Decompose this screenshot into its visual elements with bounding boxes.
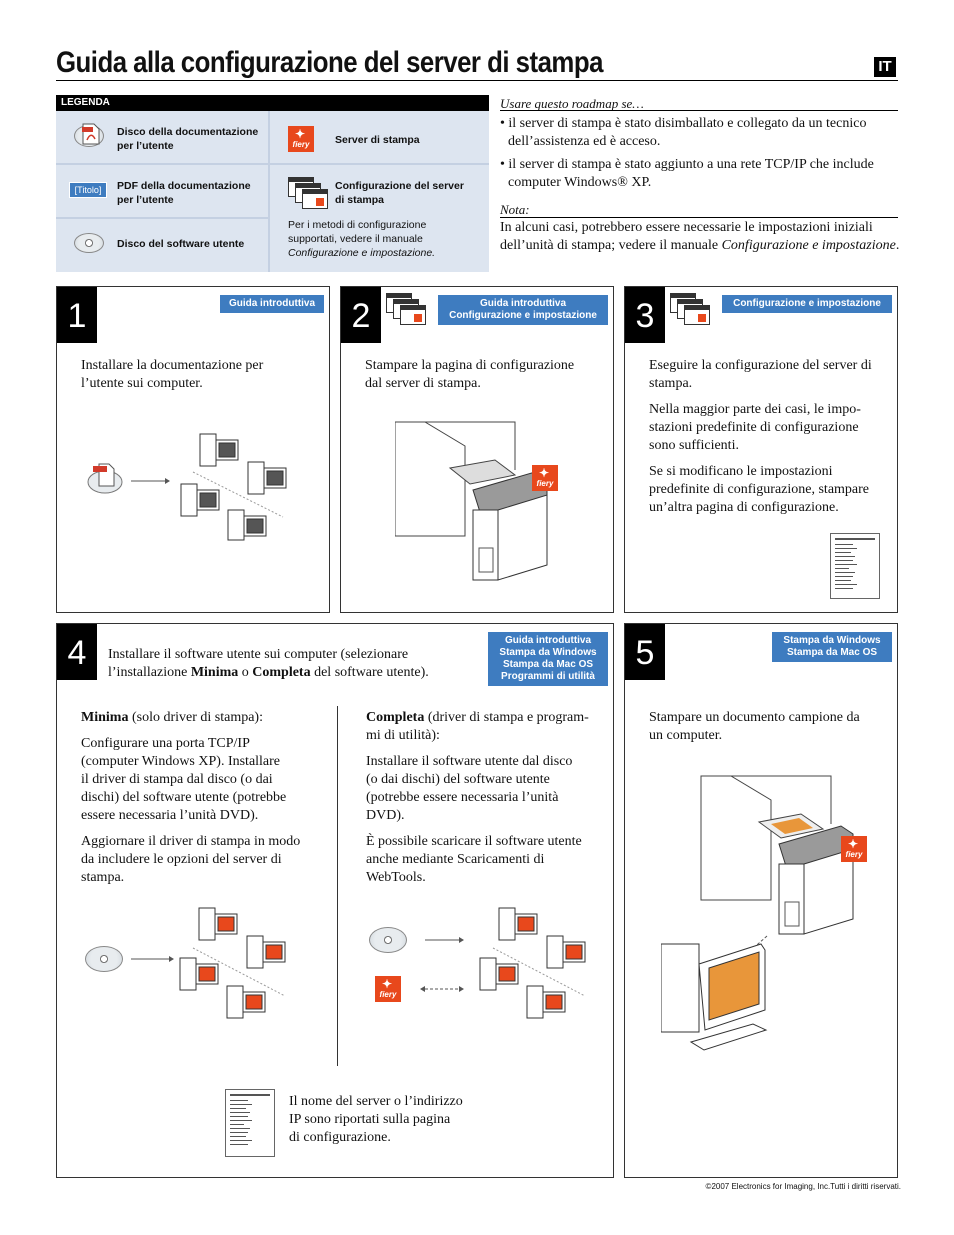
arrow-icon: [131, 954, 175, 964]
config-page-icon: [225, 1089, 275, 1157]
software-disc-icon: [74, 233, 104, 253]
nota-text: In alcuni casi, potrebbero essere necessarie le impostazioni iniziali dell’unità di stampa; vedere il manuale Configurazione e impostazione.: [500, 220, 900, 253]
printer-server-illustration: [395, 420, 565, 585]
step-3-tag: Configurazione e impostazione: [722, 295, 892, 313]
copyright-footer: ©2007 Electronics for Imaging, Inc.Tutti i diritti riservati.: [705, 1182, 901, 1191]
legend-label-doc-disc: Disco della documentazione: [117, 126, 259, 138]
fiery-logo-icon: ✦ fiery: [841, 836, 867, 862]
fiery-logo-icon: ✦ fiery: [375, 976, 401, 1002]
bidirectional-arrow-icon: [419, 984, 465, 994]
step-1-box: [56, 286, 330, 613]
step-2-text: Stampare la pagina di configurazione dal server di stampa.: [365, 358, 575, 391]
page-title: Guida alla configurazione del server di stampa: [56, 46, 603, 79]
arrow-icon: [425, 935, 465, 945]
title-badge: [Titolo]: [69, 182, 107, 198]
software-disc-icon: [85, 946, 123, 972]
bullet-2: • il server di stampa è stato aggiunto a una rete TCP/IP che include computer Windows® XP.: [500, 157, 874, 190]
step-1-text: Installare la documentazione per l’utente sui computer.: [81, 358, 264, 391]
step-2-tag: Guida introduttiva Configurazione e impostazione: [438, 295, 608, 325]
computers-network-illustration: [475, 906, 605, 1036]
step-3-box: [624, 286, 898, 613]
legend-label-config: Configurazione del server: [335, 180, 464, 192]
config-page-icon: [830, 533, 880, 599]
legend-label-software-disc: Disco del software utente: [117, 238, 245, 250]
roadmap-rule: [500, 110, 898, 111]
title-rule: [56, 80, 898, 81]
install-docs-illustration: [83, 422, 298, 542]
language-badge: IT: [874, 57, 896, 77]
nota-heading: Nota:: [500, 202, 530, 217]
step-3-number: 3: [625, 287, 665, 343]
nota-rule: [500, 217, 898, 218]
config-windows-icon: [386, 293, 424, 325]
column-divider: [337, 706, 338, 1066]
fiery-logo-icon: ✦ fiery: [288, 126, 314, 152]
server-name-note: Il nome del server o l’indirizzo IP sono riportati sulla pagina di configurazione.: [289, 1094, 463, 1145]
legend-label-pdf: PDF della documentazione: [117, 180, 251, 192]
pdf-icon: [82, 123, 100, 145]
config-windows-icon: [288, 177, 326, 209]
step-1-tag: Guida introduttiva: [220, 295, 324, 313]
legend-label-print-server: Server di stampa: [335, 134, 420, 146]
config-windows-icon: [670, 293, 708, 325]
software-disc-icon: [369, 927, 407, 953]
computers-network-illustration: [175, 906, 305, 1036]
step-3-text: Eseguire la configurazione del server di stampa. Nella maggior parte dei casi, le impo- stazioni predefinite di configurazione sono sufficienti. Se si modificano le impostazioni predefinite di configurazione, stampare un’altra pagina di configurazione.: [649, 358, 872, 515]
step-5-tag: Stampa da Windows Stampa da Mac OS: [772, 632, 892, 662]
print-sample-illustration: [661, 774, 871, 1074]
legend-note: Per i metodi di configurazione supportati, vedere il manuale Configurazione e impostazione.: [288, 219, 436, 259]
step-4-box: [56, 623, 614, 1178]
step-5-text: Stampare un documento campione da un computer.: [649, 710, 860, 743]
bullet-1: • il server di stampa è stato disimballato e collegato da un tecnico dell’assistenza ed è acceso.: [500, 116, 867, 149]
full-install-text: Completa (driver di stampa e program- mi di utilità): Installare il software utente dal disco (o dai dischi) del software utente (potrebbe essere necessaria l’unità DVD). È possibile scaricare il software utente anche mediante Scaricamenti di WebTools.: [366, 710, 589, 885]
step-5-box: [624, 623, 898, 1178]
roadmap-heading: Usare questo roadmap se…: [500, 96, 644, 111]
legend-header: LEGENDA: [56, 95, 489, 111]
step-4-tag: Guida introduttiva Stampa da Windows Stampa da Mac OS Programmi di utilità: [488, 632, 608, 686]
minimal-install-text: Minima (solo driver di stampa): Configurare una porta TCP/IP (computer Windows XP). Installare il driver di stampa dal disco (o dai dischi) del software utente (potrebbe essere necessaria l’unità DVD). Aggiornare il driver di stampa in modo da includere le opzioni del server di stampa.: [81, 710, 301, 885]
step-4-intro: Installare il software utente sui computer (selezionare l’installazione Minima o Completa del software utente).: [108, 647, 429, 680]
step-1-number: 1: [57, 287, 97, 343]
step-2-number: 2: [341, 287, 381, 343]
step-4-number: 4: [57, 624, 97, 680]
step-5-number: 5: [625, 624, 665, 680]
fiery-logo-icon: ✦ fiery: [532, 465, 558, 491]
step-2-box: [340, 286, 614, 613]
legend-panel: Disco della documentazione per l’utente ✦ fiery Server di stampa [Titolo] PDF della documentazione per l’utente Configurazione del server di stampa Per i metodi di configurazione supportati, vedere il manuale Configurazione e impostazione. Disco del software utente: [56, 111, 489, 272]
